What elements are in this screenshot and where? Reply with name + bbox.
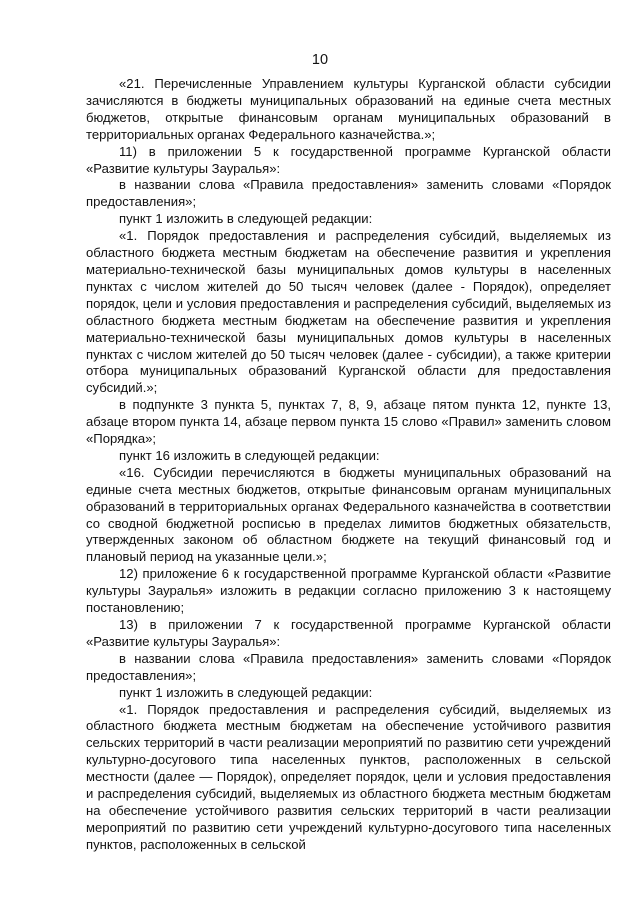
paragraph-rename-rules-2: в названии слова «Правила предоставления» заменить словами «Порядок предоставления»;: [86, 650, 611, 683]
paragraph-item-13: 13) в приложении 7 к государственной программе Курганской области «Развитие культуры Зауралья»:: [86, 617, 611, 649]
paragraph-item-11: 11) в приложении 5 к государственной программе Курганской области «Развитие культуры Зауралья»:: [86, 143, 611, 176]
document-body: [86, 76, 611, 854]
paragraph-point-1-heading-2: пункт 1 изложить в следующей редакции:: [119, 684, 373, 700]
paragraph-rename-rules: в названии слова «Правила предоставления» заменить словами «Порядок предоставления»;: [86, 177, 611, 210]
paragraph-point-1-text: «1. Порядок предоставления и распределения субсидий, выделяемых из областного бюджета местным бюджетам на обеспечение развития и укрепления материально-технической базы муниципальных домов культуры в населенных пунктах с числом жителей до 50 тысяч человек (далее - Порядок), определяет порядок, цели и условия предоставления и распределения субсидий, выделяемых из областного бюджета местным бюджетам на обеспечение развития и укрепления материально-технической базы муниципальных домов культуры в населенных пунктах с числом жителей до 50 тысяч человек (далее - субсидии), а также критерии отбора муниципальных образований Курганской области для предоставления субсидий.»;: [86, 228, 611, 396]
paragraph-point-16-text: «16. Субсидии перечисляются в бюджеты муниципальных образований на единые счета местных бюджетов, открытые финансовым органам муниципальных образований в территориальных органах Федерального казначейства в соответствии со сводной бюджетной росписью в пределах лимитов бюджетных обязательств, утвержденных законом об областном бюджете на текущий финансовый год и плановый период на указанные цели.»;: [86, 464, 611, 565]
paragraph-replace-word: в подпункте 3 пункта 5, пунктах 7, 8, 9, абзаце пятом пункта 12, пункте 13, абзаце втором пункта 14, абзаце первом пункта 15 слово «Правил» заменить словом «Порядка»;: [86, 397, 611, 447]
paragraph-item-12: 12) приложение 6 к государственной программе Курганской области «Развитие культуры Зауралья» изложить в редакции согласно приложению 3 к настоящему постановлению;: [86, 566, 611, 616]
paragraph-subsidy-transfer: «21. Перечисленные Управлением культуры Курганской области субсидии зачисляются в бюджеты муниципальных образований на единые счета местных бюджетов, открытые финансовым органам муниципальных образований в территориальных органах Федерального казначейства.»;: [86, 76, 611, 142]
page-number: 10: [311, 52, 329, 68]
paragraph-point-1-heading: пункт 1 изложить в следующей редакции:: [119, 211, 373, 227]
paragraph-point-1-text-2: «1. Порядок предоставления и распределения субсидий, выделяемых из областного бюджета местным бюджетам на обеспечение устойчивого развития сельских территорий в части реализации мероприятий по развитию сети учреждений культурно-досугового типа населенных пунктов, расположенных в сельской местности (далее — Порядок), определяет порядок, цели и условия предоставления и распределения субсидий, выделяемых из областного бюджета местным бюджетам на обеспечение устойчивого развития сельских территорий в части реализации мероприятий по развитию сети учреждений культурно-досугового типа населенных пунктов, расположенных в сельской: [86, 701, 611, 852]
paragraph-point-16-heading: пункт 16 изложить в следующей редакции:: [119, 447, 380, 463]
